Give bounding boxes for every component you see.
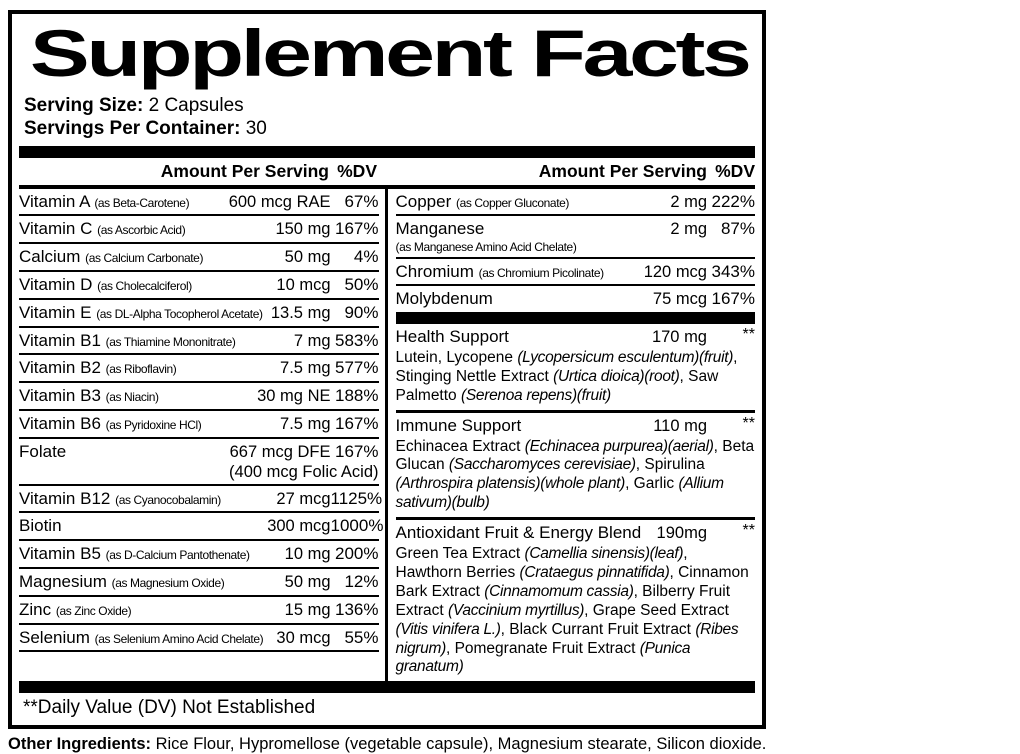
nutrient-name: Folate (19, 441, 67, 461)
row-selenium (19, 625, 379, 653)
nutrient-form: (as Copper Gluconate) (456, 195, 569, 210)
nutrient-name: Vitamin B12 (19, 488, 111, 508)
daily-value-footnote: **Daily Value (DV) Not Established (23, 697, 316, 719)
latin-name: (Urtica dioica)(root) (553, 367, 680, 385)
blend-ingredients: Green Tea Extract (Camellia sinensis)(leaf), Hawthorn Berries (Crataegus pinnatifida), Cinnamon Bark Extract (Cinnamomum cassia), Bilberry Fruit Extract (Vaccinium myrtillus), Grape Seed Extract (Vitis vinifera L.), Black Currant Fruit Extract (Ribes nigrum), Pomegranate Fruit Extract (Punica granatum) (395, 544, 749, 676)
nutrient-name: Magnesium (19, 571, 107, 591)
blend-dv-asterisks: ** (742, 522, 755, 540)
blend-amount: 170 mg (651, 328, 707, 347)
panel-title: Supplement Facts (29, 16, 749, 90)
nutrient-dv: 1000% (330, 516, 384, 536)
nutrient-dv: 4% (353, 247, 379, 267)
folate-folic-acid-equivalent: (400 mcg Folic Acid) (229, 462, 379, 481)
nutrient-name: Vitamin A (19, 191, 90, 211)
row-vitamin-a (19, 189, 379, 217)
nutrient-form: (as Thiamine Mononitrate) (105, 334, 236, 349)
blend-amount: 190mg (656, 524, 707, 543)
nutrient-amount: 300 mcg (267, 517, 331, 536)
latin-name: (Echinacea purpurea)(aerial) (524, 437, 714, 455)
nutrient-form: (as Cyanocobalamin) (115, 492, 221, 507)
row-vitamin-b1 (19, 328, 379, 356)
nutrient-name: Biotin (19, 516, 62, 536)
row-molybdenum (396, 286, 756, 312)
nutrient-dv: 167% (711, 289, 755, 309)
row-vitamin-b2 (19, 355, 379, 383)
blend-health-support (396, 324, 756, 410)
nutrient-dv: 67% (344, 191, 379, 211)
nutrient-form: (as Cholecalciferol) (97, 279, 192, 294)
latin-name: (Vaccinium myrtillus) (448, 601, 585, 619)
row-chromium (396, 259, 756, 287)
nutrient-dv: 167% (335, 441, 379, 461)
blend-amount: 110 mg (653, 416, 707, 435)
serving-info (24, 94, 755, 140)
latin-name: (Cinnamomum cassia) (484, 582, 634, 600)
nutrient-amount: 15 mg (284, 600, 331, 619)
row-zinc (19, 597, 379, 625)
nutrient-name: Vitamin B5 (19, 544, 101, 564)
other-ingredients-label: Other Ingredients: (8, 735, 152, 754)
nutrient-form: (as Chromium Picolinate) (478, 265, 604, 280)
nutrient-dv: 167% (335, 219, 379, 239)
nutrient-name: Vitamin D (19, 275, 93, 295)
nutrient-form: (as Ascorbic Acid) (97, 223, 186, 238)
blend-antioxidant-fruit-energy (396, 517, 756, 681)
nutrient-columns (19, 189, 755, 682)
latin-name: (Saccharomyces cerevisiae) (448, 456, 636, 474)
nutrient-name: Manganese (395, 219, 485, 239)
latin-name: (Camellia sinensis)(leaf) (524, 544, 684, 562)
nutrient-name: Vitamin B6 (19, 414, 101, 434)
blend-ingredients: Echinacea Extract (Echinacea purpurea)(aerial), Beta Glucan (Saccharomyces cerevisiae), Spirulina (Arthrospira platensis)(whole plant), Garlic (Allium sativum)(bulb) (395, 437, 755, 512)
nutrient-amount: 2 mg (670, 192, 707, 211)
nutrient-amount: 120 mcg (643, 262, 707, 281)
nutrient-dv: 55% (344, 627, 379, 647)
dv-header: %DV (337, 160, 377, 181)
row-magnesium (19, 569, 379, 597)
row-copper (396, 189, 756, 217)
nutrient-name: Vitamin B1 (19, 330, 101, 350)
nutrient-amount: 27 mcg (276, 489, 331, 508)
latin-name: (Lycopersicum esculentum)(fruit) (517, 349, 734, 367)
nutrient-form: (as Zinc Oxide) (55, 603, 132, 618)
nutrient-dv: 188% (335, 386, 379, 406)
servings-per-container-line (24, 117, 755, 140)
serving-size-line (24, 94, 755, 117)
right-column-header (386, 161, 755, 182)
nutrient-dv: 87% (720, 219, 755, 239)
nutrient-form: (as Beta-Carotene) (94, 195, 190, 210)
row-folate (19, 439, 379, 486)
column-headers (19, 158, 755, 189)
nutrient-dv: 200% (335, 544, 379, 564)
nutrient-amount: 50 mg (284, 572, 331, 591)
blend-dv-asterisks: ** (742, 326, 755, 344)
nutrient-dv: 167% (335, 414, 379, 434)
nutrient-name: Calcium (19, 247, 81, 267)
nutrient-amount: 667 mcg DFE (229, 442, 331, 461)
nutrient-dv: 90% (344, 302, 379, 322)
other-ingredients-text: Rice Flour, Hypromellose (vegetable capsule), Magnesium stearate, Silicon dioxide. (151, 735, 767, 754)
nutrient-amount: 7.5 mg (280, 359, 331, 378)
row-biotin (19, 513, 384, 541)
servings-per-container-label: Servings Per Container: (24, 118, 241, 140)
nutrient-dv: 577% (335, 358, 379, 378)
blend-dv-asterisks: ** (742, 414, 755, 432)
nutrient-form: (as Riboflavin) (105, 362, 177, 377)
row-vitamin-c (19, 216, 379, 244)
nutrient-name: Chromium (395, 261, 474, 281)
nutrient-amount: 7.5 mg (280, 415, 331, 434)
serving-size-value: 2 Capsules (143, 95, 244, 117)
nutrient-amount: 50 mg (284, 248, 331, 267)
nutrient-form: (as Manganese Amino Acid Chelate) (395, 240, 577, 255)
dv-header: %DV (715, 160, 755, 181)
supplement-facts-panel (8, 10, 766, 729)
amount-per-serving-header: Amount Per Serving (160, 160, 329, 181)
other-ingredients (8, 735, 776, 754)
nutrient-dv: 222% (711, 191, 755, 211)
divider-bar-top (19, 146, 755, 158)
nutrient-amount: 10 mg (284, 545, 331, 564)
nutrient-form: (as Calcium Carbonate) (85, 251, 204, 266)
nutrient-amount: 600 mcg RAE (228, 192, 331, 211)
nutrient-dv: 343% (711, 261, 755, 281)
row-vitamin-e (19, 300, 379, 328)
nutrient-form: (as Niacin) (105, 390, 159, 405)
divider-bar-bottom (19, 681, 755, 693)
latin-name: (Vitis vinifera L.) (395, 620, 501, 638)
row-vitamin-b5 (19, 541, 379, 569)
row-vitamin-b12 (19, 486, 383, 514)
latin-name: (Allium sativum)(bulb) (395, 475, 724, 512)
blend-name: Antioxidant Fruit & Energy Blend (395, 523, 642, 543)
blend-ingredients: Lutein, Lycopene (Lycopersicum esculentum)(fruit), Stinging Nettle Extract (Urtica dioica)(root), Saw Palmetto (Serenoa repens)(fruit) (395, 349, 738, 404)
latin-name: (Punica granatum) (395, 639, 691, 676)
nutrient-amount: 10 mcg (276, 276, 331, 295)
nutrient-dv: 136% (335, 599, 379, 619)
amount-per-serving-header: Amount Per Serving (538, 160, 707, 181)
nutrient-name: Vitamin B3 (19, 386, 101, 406)
nutrient-name: Molybdenum (395, 289, 493, 309)
nutrient-name: Copper (395, 191, 452, 211)
blend-immune-support (396, 410, 756, 517)
nutrient-form: (as Selenium Amino Acid Chelate) (94, 631, 264, 646)
right-nutrient-column (388, 189, 756, 682)
nutrient-dv: 583% (335, 330, 379, 350)
servings-per-container-value: 30 (240, 118, 267, 140)
nutrient-amount: 13.5 mg (270, 303, 331, 322)
nutrient-name: Zinc (19, 599, 52, 619)
nutrient-form: (as DL-Alpha Tocopherol Acetate) (96, 306, 263, 321)
blend-name: Immune Support (395, 415, 522, 435)
latin-name: (Ribes nigrum) (395, 620, 739, 657)
row-vitamin-d (19, 272, 379, 300)
latin-name: (Arthrospira platensis)(whole plant) (395, 475, 626, 493)
nutrient-amount: 150 mg (275, 220, 331, 239)
nutrient-form: (as Magnesium Oxide) (111, 575, 225, 590)
blend-name: Health Support (395, 327, 509, 347)
nutrient-amount: 75 mcg (652, 290, 707, 309)
nutrient-dv: 12% (344, 571, 379, 591)
nutrient-amount: 30 mg NE (257, 387, 331, 406)
nutrient-name: Vitamin C (19, 219, 93, 239)
serving-size-label: Serving Size: (24, 95, 144, 117)
nutrient-amount: 2 mg (670, 220, 707, 239)
nutrient-dv: 50% (344, 275, 379, 295)
latin-name: (Crataegus pinnatifida) (519, 563, 670, 581)
row-vitamin-b6 (19, 411, 379, 439)
left-column-header (19, 161, 383, 182)
row-calcium (19, 244, 379, 272)
nutrient-name: Vitamin B2 (19, 358, 101, 378)
row-vitamin-b3 (19, 383, 379, 411)
divider-bar-blends (396, 312, 756, 324)
row-manganese (396, 216, 756, 258)
nutrient-dv: 1125% (330, 488, 383, 508)
latin-name: (Serenoa repens)(fruit) (460, 386, 611, 404)
nutrient-amount: 30 mcg (276, 628, 331, 647)
nutrient-name: Selenium (19, 627, 90, 647)
nutrient-form: (as Pyridoxine HCl) (105, 418, 202, 433)
nutrient-form: (as D-Calcium Pantothenate) (105, 548, 250, 563)
nutrient-amount: 7 mg (293, 331, 331, 350)
nutrient-name: Vitamin E (19, 302, 92, 322)
left-nutrient-column (19, 189, 385, 682)
